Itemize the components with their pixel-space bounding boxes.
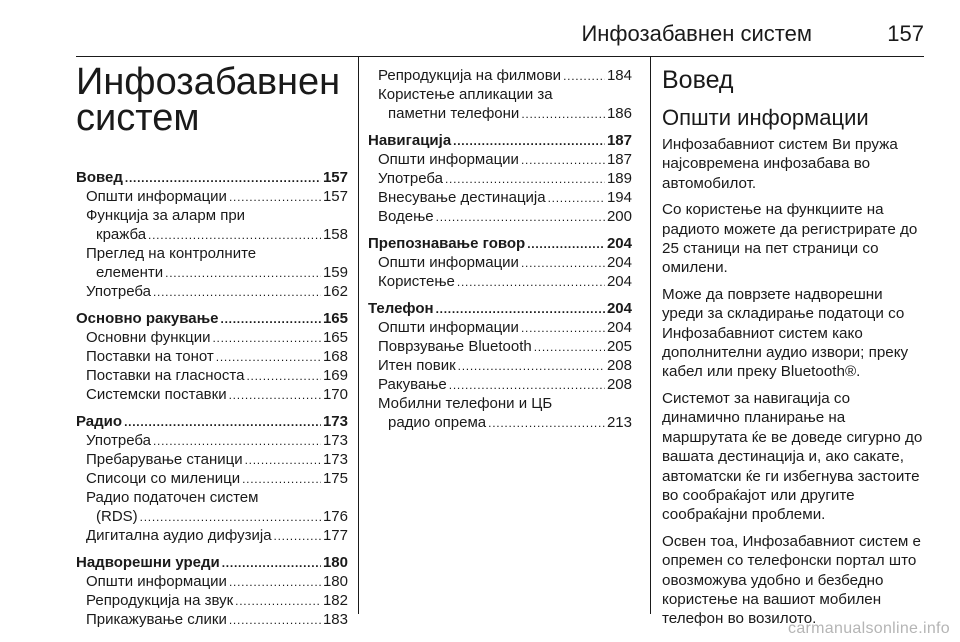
toc-entry[interactable] <box>76 187 348 206</box>
table-of-contents-continued <box>368 66 632 432</box>
paragraph: Освен тоа, Инфозабавниот систем е опремен со телефонски портал што овозможува удобно и безбедно користење на вашиот мобилен телефон во возилото. <box>662 532 921 628</box>
toc-entry-label: Општи информации <box>86 573 227 590</box>
leader-dots <box>221 310 321 329</box>
toc-page-number: 177 <box>322 527 348 544</box>
toc-entry-label: Водење <box>378 208 434 225</box>
toc-page-number: 213 <box>606 414 632 431</box>
toc-entry[interactable] <box>76 282 348 301</box>
toc-page-number: 189 <box>606 170 632 187</box>
toc-entry-label: Општи информации <box>378 151 519 168</box>
toc-entry-label: Системски поставки <box>86 386 227 403</box>
toc-section[interactable] <box>76 553 348 572</box>
toc-entry[interactable] <box>368 394 632 432</box>
watermark: carmanualsonline.info <box>788 620 950 637</box>
leader-dots <box>212 329 321 348</box>
leader-dots <box>165 264 321 283</box>
table-of-contents <box>76 168 348 629</box>
running-title: Инфозабавнен систем <box>581 21 812 46</box>
toc-entry-label: Итен повик <box>378 357 456 374</box>
paragraph: Системот за навигација со динамично планирање на маршрутата ќе ве доведе сигурно до вашата дестинација и, ако сакате, автоматски ќе ги избегнува застоите во сообраќајот или другите сообраќајни проблеми. <box>662 389 923 524</box>
toc-page-number: 204 <box>606 273 632 290</box>
leader-dots <box>534 338 605 357</box>
toc-page-number: 180 <box>322 554 348 571</box>
column-divider-2 <box>650 56 651 614</box>
toc-entry[interactable] <box>76 488 348 526</box>
toc-page-number: 158 <box>322 226 348 243</box>
toc-entry[interactable] <box>368 253 632 272</box>
toc-entry-label: Навигација <box>368 132 452 149</box>
toc-entry-label: Репродукција на филмови <box>378 67 562 84</box>
toc-entry-label: Ракување <box>378 376 447 393</box>
toc-entry[interactable] <box>368 169 632 188</box>
toc-entry-label: Дигитална аудио дифузија <box>86 527 272 544</box>
toc-entry-label: Внесување дестинација <box>378 189 546 206</box>
toc-entry-label: Мобилни телефони и ЦБ <box>378 395 553 412</box>
leader-dots <box>153 432 321 451</box>
toc-page-number: 168 <box>322 348 348 365</box>
toc-page-number: 186 <box>606 105 632 122</box>
toc-page-number: 180 <box>322 573 348 590</box>
toc-entry-label-cont: радио опрема <box>388 414 487 431</box>
chapter-title: Инфозабавнен систем <box>76 61 341 139</box>
leader-dots <box>436 300 605 319</box>
toc-entry-label: Препознавање говор <box>368 235 526 252</box>
toc-section[interactable] <box>76 412 348 431</box>
page-header <box>76 0 924 57</box>
leader-dots <box>125 169 321 188</box>
toc-page-number: 157 <box>322 188 348 205</box>
toc-entry[interactable] <box>76 385 348 404</box>
leader-dots <box>527 235 605 254</box>
toc-section[interactable] <box>368 299 632 318</box>
leader-dots <box>235 592 321 611</box>
toc-page-number: 176 <box>322 508 348 525</box>
leader-dots <box>229 188 321 207</box>
toc-section[interactable] <box>76 309 348 328</box>
toc-page-number: 182 <box>322 592 348 609</box>
toc-page-number: 169 <box>322 367 348 384</box>
toc-entry[interactable] <box>76 328 348 347</box>
toc-page-number: 183 <box>322 611 348 628</box>
toc-entry-label: Користење апликации за <box>378 86 553 103</box>
toc-entry[interactable] <box>368 66 632 85</box>
toc-entry-label: Телефон <box>368 300 434 317</box>
toc-entry[interactable] <box>368 150 632 169</box>
toc-page-number: 204 <box>606 235 632 252</box>
toc-page-number: 187 <box>606 132 632 149</box>
leader-dots <box>274 527 321 546</box>
leader-dots <box>229 386 321 405</box>
paragraph: Може да поврзете надворешни уреди за складирање податоци со Инфозабавниот систем како дополнителни аудио извори; преку кабел или преку Bluetooth®. <box>662 285 909 381</box>
toc-entry[interactable] <box>76 431 348 450</box>
toc-entry-label: Функција за аларм при <box>86 207 246 224</box>
leader-dots <box>521 151 605 170</box>
leader-dots <box>449 376 605 395</box>
leader-dots <box>436 208 605 227</box>
toc-column-1 <box>76 56 348 628</box>
toc-page-number: 204 <box>606 254 632 271</box>
toc-page-number: 173 <box>322 432 348 449</box>
leader-dots <box>488 414 605 433</box>
toc-entry[interactable] <box>76 610 348 629</box>
leader-dots <box>242 470 321 489</box>
paragraph: Инфозабавниот систем Ви пружа најсовремена инфозабава во автомобилот. <box>662 136 898 192</box>
toc-entry-label: Радио податочен систем <box>86 489 259 506</box>
toc-entry-label: Вовед <box>76 169 123 186</box>
toc-entry-label: Општи информации <box>86 188 227 205</box>
toc-entry[interactable] <box>76 526 348 545</box>
leader-dots <box>222 554 321 573</box>
leader-dots <box>246 367 321 386</box>
toc-entry-label: Преглед на контролните <box>86 245 257 262</box>
toc-entry-label-cont: (RDS) <box>96 508 138 525</box>
leader-dots <box>229 573 321 592</box>
toc-entry[interactable] <box>76 572 348 591</box>
toc-entry[interactable] <box>368 337 632 356</box>
toc-entry[interactable] <box>76 469 348 488</box>
toc-page-number: 159 <box>322 264 348 281</box>
toc-entry-label: Репродукција на звук <box>86 592 234 609</box>
toc-entry-label: Радио <box>76 413 123 430</box>
leader-dots <box>548 189 605 208</box>
toc-section[interactable] <box>76 168 348 187</box>
toc-page-number: 204 <box>606 300 632 317</box>
toc-page-number: 187 <box>606 151 632 168</box>
toc-page-number: 173 <box>322 451 348 468</box>
toc-page-number: 204 <box>606 319 632 336</box>
toc-entry-label: Поставки на гласноста <box>86 367 245 384</box>
toc-entry-label: Употреба <box>86 432 151 449</box>
toc-entry[interactable] <box>76 450 348 469</box>
toc-page-number: 165 <box>322 329 348 346</box>
toc-page-number: 205 <box>606 338 632 355</box>
toc-entry[interactable] <box>76 347 348 366</box>
leader-dots <box>124 413 321 432</box>
column-divider-1 <box>358 56 359 614</box>
toc-entry-label-cont: паметни телефони <box>388 105 520 122</box>
toc-page-number: 194 <box>606 189 632 206</box>
leader-dots <box>445 170 605 189</box>
toc-entry[interactable] <box>76 591 348 610</box>
leader-dots <box>453 132 605 151</box>
toc-page-number: 200 <box>606 208 632 225</box>
toc-entry-label: Употреба <box>86 283 151 300</box>
toc-section[interactable] <box>368 131 632 150</box>
leader-dots <box>563 67 605 86</box>
toc-entry-label: Пребарување станици <box>86 451 243 468</box>
leader-dots <box>521 319 605 338</box>
toc-entry-label: Користење <box>378 273 455 290</box>
toc-entry-label: Поврзување Bluetooth <box>378 338 532 355</box>
leader-dots <box>245 451 321 470</box>
leader-dots <box>457 273 605 292</box>
toc-section[interactable] <box>368 234 632 253</box>
leader-dots <box>148 226 321 245</box>
toc-entry-label: Општи информации <box>378 319 519 336</box>
leader-dots <box>216 348 321 367</box>
toc-entry[interactable] <box>368 318 632 337</box>
leader-dots <box>153 283 321 302</box>
toc-page-number: 208 <box>606 357 632 374</box>
toc-page-number: 175 <box>322 470 348 487</box>
toc-column-2 <box>368 56 632 614</box>
toc-entry[interactable] <box>368 188 632 207</box>
toc-entry[interactable] <box>368 356 632 375</box>
leader-dots <box>140 508 321 527</box>
toc-page-number: 208 <box>606 376 632 393</box>
toc-entry[interactable] <box>368 375 632 394</box>
paragraph: Со користење на функциите на радиото можете да регистрирате до 25 станици на пет страници со омилени. <box>662 201 918 277</box>
toc-entry-label: Надворешни уреди <box>76 554 220 571</box>
toc-entry[interactable] <box>368 85 632 123</box>
toc-entry-label: Општи информации <box>378 254 519 271</box>
toc-page-number: 165 <box>322 310 348 327</box>
leader-dots <box>521 105 605 124</box>
toc-entry[interactable] <box>76 366 348 385</box>
toc-page-number: 157 <box>322 169 348 186</box>
toc-entry-label: Основни функции <box>86 329 211 346</box>
toc-entry-label: Основно ракување <box>76 310 219 327</box>
toc-entry[interactable] <box>368 207 632 226</box>
toc-entry-label-cont: кражба <box>96 226 147 243</box>
leader-dots <box>229 611 321 630</box>
page-number: 157 <box>887 21 924 46</box>
toc-page-number: 184 <box>606 67 632 84</box>
leader-dots <box>521 254 605 273</box>
toc-entry-label: Прикажување слики <box>86 611 227 628</box>
subsection-title: Општи информации <box>662 105 869 130</box>
toc-entry[interactable] <box>76 244 348 282</box>
toc-page-number: 162 <box>322 283 348 300</box>
toc-entry-label: Поставки на тонот <box>86 348 214 365</box>
toc-entry-label: Употреба <box>378 170 443 187</box>
toc-page-number: 170 <box>322 386 348 403</box>
leader-dots <box>458 357 605 376</box>
toc-entry-label-cont: елементи <box>96 264 164 281</box>
body-column <box>662 56 928 628</box>
toc-entry[interactable] <box>76 206 348 244</box>
toc-page-number: 173 <box>322 413 348 430</box>
toc-entry[interactable] <box>368 272 632 291</box>
section-title: Вовед <box>662 66 734 94</box>
toc-entry-label: Списоци со миленици <box>86 470 241 487</box>
